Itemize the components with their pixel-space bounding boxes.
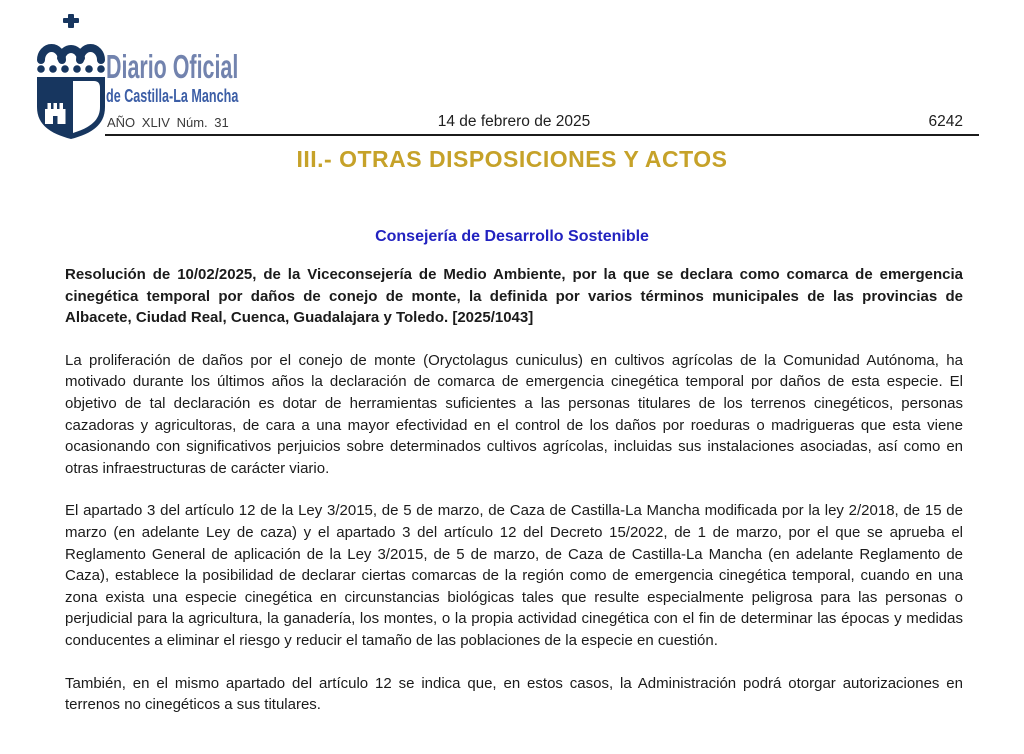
header-rule bbox=[105, 134, 979, 136]
masthead-title: Diario Oficial bbox=[106, 48, 239, 85]
article-paragraph-2: El apartado 3 del artículo 12 de la Ley 3/2015, de 5 de marzo, de Caza de Castilla-La Mancha modificada por la ley 2/2018, de 15 de marzo (en adelante Ley de caza) y el apartado 3 del artículo 12 del Decreto 15/2022, de 1 de marzo, por el que se aprueba el Reglamento General de aplicación de la Ley 3/2015, de 5 de marzo, de Caza de Castilla-La Mancha (en adelante Reglamento de Caza), establece la posibilidad de declarar ciertas comarcas de la región como de emergencia cinegética temporal, cuando en una zona exista una especie cinegética en circunstancias biológicas tales que resulte especialmente peligrosa para las personas o perjudicial para la agricultura, la ganadería, los montes, o la propia actividad cinegética con el fin de determinar las épocas y medidas conducentes a eliminar el riesgo y reducir el tamaño de las poblaciones de la especie en cuestión. bbox=[65, 502, 963, 649]
article-title: Resolución de 10/02/2025, de la Viceconsejería de Medio Ambiente, por la que se declara como comarca de emergencia cinegética temporal por daños de conejo de monte, la definida por varios términos municipales de las provincias de Albacete, Ciudad Real, Cuenca, Guadalajara y Toledo. [2025/1043] bbox=[65, 266, 963, 327]
article-body bbox=[65, 264, 963, 737]
section-heading: III.- OTRAS DISPOSICIONES Y ACTOS bbox=[296, 146, 728, 172]
department-heading: Consejería de Desarrollo Sostenible bbox=[375, 228, 649, 245]
article-paragraph-1: La proliferación de daños por el conejo de monte (Oryctolagus cuniculus) en cultivos agrícolas de la Comunidad Autónoma, ha motivado durante los últimos años la declaración de comarca de emergencia cinegética temporal por daños de esta especie. El objetivo de tal declaración es dotar de herramientas suficientes a las personas titulares de los terrenos cinegéticos, personas cazadoras y agricultoras, de cara a una mayor efectividad en el control de los daños por roeduras o madrigueras que esta viene ocasionando con significativos perjuicios sobre determinados cultivos agrícolas, incluidas sus instalaciones asociadas, así como en otras infraestructuras de carácter viario. bbox=[65, 351, 963, 477]
article-paragraph-3: También, en el mismo apartado del artículo 12 se indica que, en estos casos, la Administración podrá otorgar autorizaciones en terrenos no cinegéticos a sus titulares. bbox=[65, 674, 963, 714]
issue-date: 14 de febrero de 2025 bbox=[437, 113, 591, 130]
edition-label: AÑO XLIV Núm. 31 bbox=[107, 115, 229, 130]
page-number: 6242 bbox=[928, 113, 963, 130]
masthead-subtitle: de Castilla-La Mancha bbox=[106, 86, 239, 106]
